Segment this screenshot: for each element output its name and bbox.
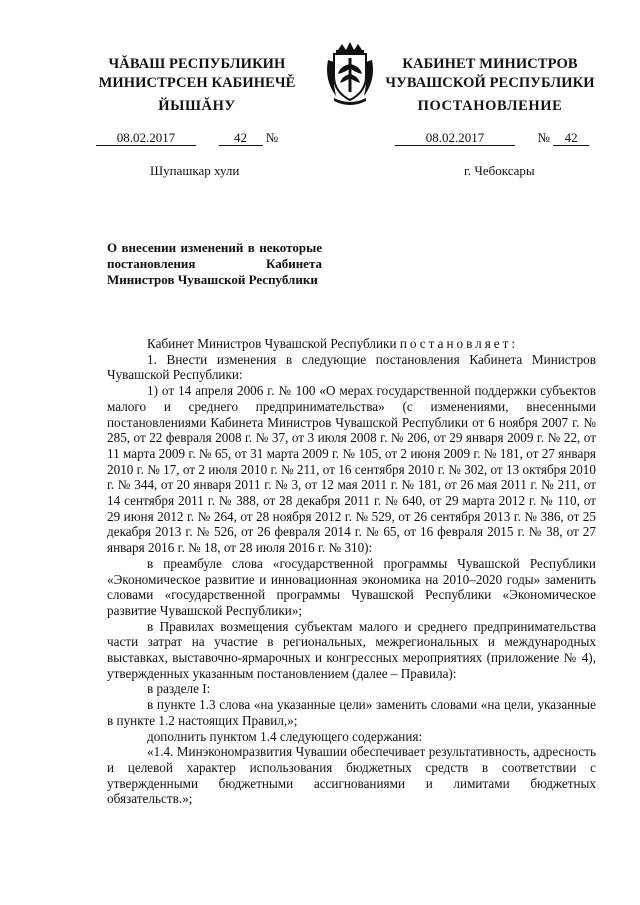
body-paragraph: «1.4. Минэкономразвития Чувашии обеспечивает результативность, адресность и целевой характер использования бюджетных средств в соответствии с утвержденными бюджетными ассигнованиями и лимитами бюджетных обязательств.»; (107, 744, 596, 807)
header-right-line1: КАБИНЕТ МИНИСТРОВ (402, 56, 578, 72)
right-date: 08.02.2017 (395, 131, 515, 146)
header-left-line1: ЧĂВАШ РЕСПУБЛИКИН (108, 56, 286, 72)
body-paragraph: в пункте 1.3 слова «на указанные цели» заменить словами «на цели, указанные в пункте 1.2 настоящих Правил,»; (107, 697, 596, 728)
left-date-number (96, 130, 278, 146)
header-left-line2: МИНИСТРСЕН КАБИНЕЧĚ (98, 75, 296, 91)
document-body (107, 336, 596, 807)
body-paragraph: дополнить пунктом 1.4 следующего содержания: (147, 728, 423, 744)
header-right-subtitle: ПОСТАНОВЛЕНИЕ (417, 98, 563, 114)
intro-text: Кабинет Министров Чувашской Республики (147, 336, 400, 351)
intro-decision-word: постановляет: (399, 336, 519, 351)
header-right-line2: ЧУВАШСКОЙ РЕСПУБЛИКИ (385, 75, 595, 91)
right-city: г. Чебоксары (464, 163, 535, 178)
right-number-sign: № (537, 130, 550, 145)
right-date-number (395, 130, 589, 146)
document-subject: О внесении изменений в некоторые постановления Кабинета Министров Чувашской Республики (107, 240, 322, 287)
right-number: 42 (553, 131, 589, 146)
left-date: 08.02.2017 (96, 131, 196, 146)
header-right-title (380, 55, 600, 93)
left-number-sign: № (265, 130, 279, 145)
body-paragraph: в разделе I: (147, 681, 211, 697)
coat-of-arms-emblem (318, 40, 382, 106)
left-number: 42 (219, 131, 263, 146)
header-left-title (88, 55, 306, 93)
left-city: Шупашкар хули (150, 163, 240, 178)
header-left-subtitle: ЙЫШĂНУ (158, 98, 236, 114)
body-paragraph: 1) от 14 апреля 2006 г. № 100 «О мерах государственной поддержки субъектов малого и среднего предпринимательства» (с изменениями, внесенными постановлениями Кабинета Министров Чувашской Республики от 6 ноября 2007 г. № 285, от 22 февраля 2008 г. № 37, от 3 июля 2008 г. № 206, от 29 января 2009 г. № 22, от 11 марта 2009 г. № 65, от 31 марта 2009 г. № 105, от 2 июня 2009 г. № 181, от 27 января 2010 г. № 17, от 2 июля 2010 г. № 211, от 16 сентября 2010 г. № 302, от 13 октября 2010 г. № 344, от 20 января 2011 г. № 3, от 12 мая 2011 г. № 181, от 26 мая 2011 г. № 211, от 14 сентября 2011 г. № 388, от 28 декабря 2011 г. № 640, от 29 марта 2012 г. № 110, от 29 июня 2012 г. № 264, от 28 ноября 2012 г. № 529, от 26 сентября 2013 г. № 386, от 25 декабря 2013 г. № 526, от 26 февраля 2014 г. № 65, от 16 февраля 2015 г. № 38, от 27 января 2016 г. № 18, от 28 июля 2016 г. № 310): (107, 383, 596, 556)
intro-paragraph (107, 336, 596, 352)
body-paragraph: в преамбуле слова «государственной программы Чувашской Республики «Экономическое развитие и инновационная экономика на 2010–2020 годы» заменить словами «государственной программы Чувашской Республики «Экономическое развитие Чувашской Республики»; (107, 555, 596, 618)
body-paragraph: в Правилах возмещения субъектам малого и среднего предпринимательства части затрат на участие в региональных, межрегиональных и международных выставках, выставочно-ярмарочных и конгрессных мероприятиях (приложение № 4), утвержденных указанным постановлением (далее – Правила): (107, 618, 596, 681)
body-paragraph: 1. Внести изменения в следующие постановления Кабинета Министров Чувашской Республики: (107, 351, 596, 383)
